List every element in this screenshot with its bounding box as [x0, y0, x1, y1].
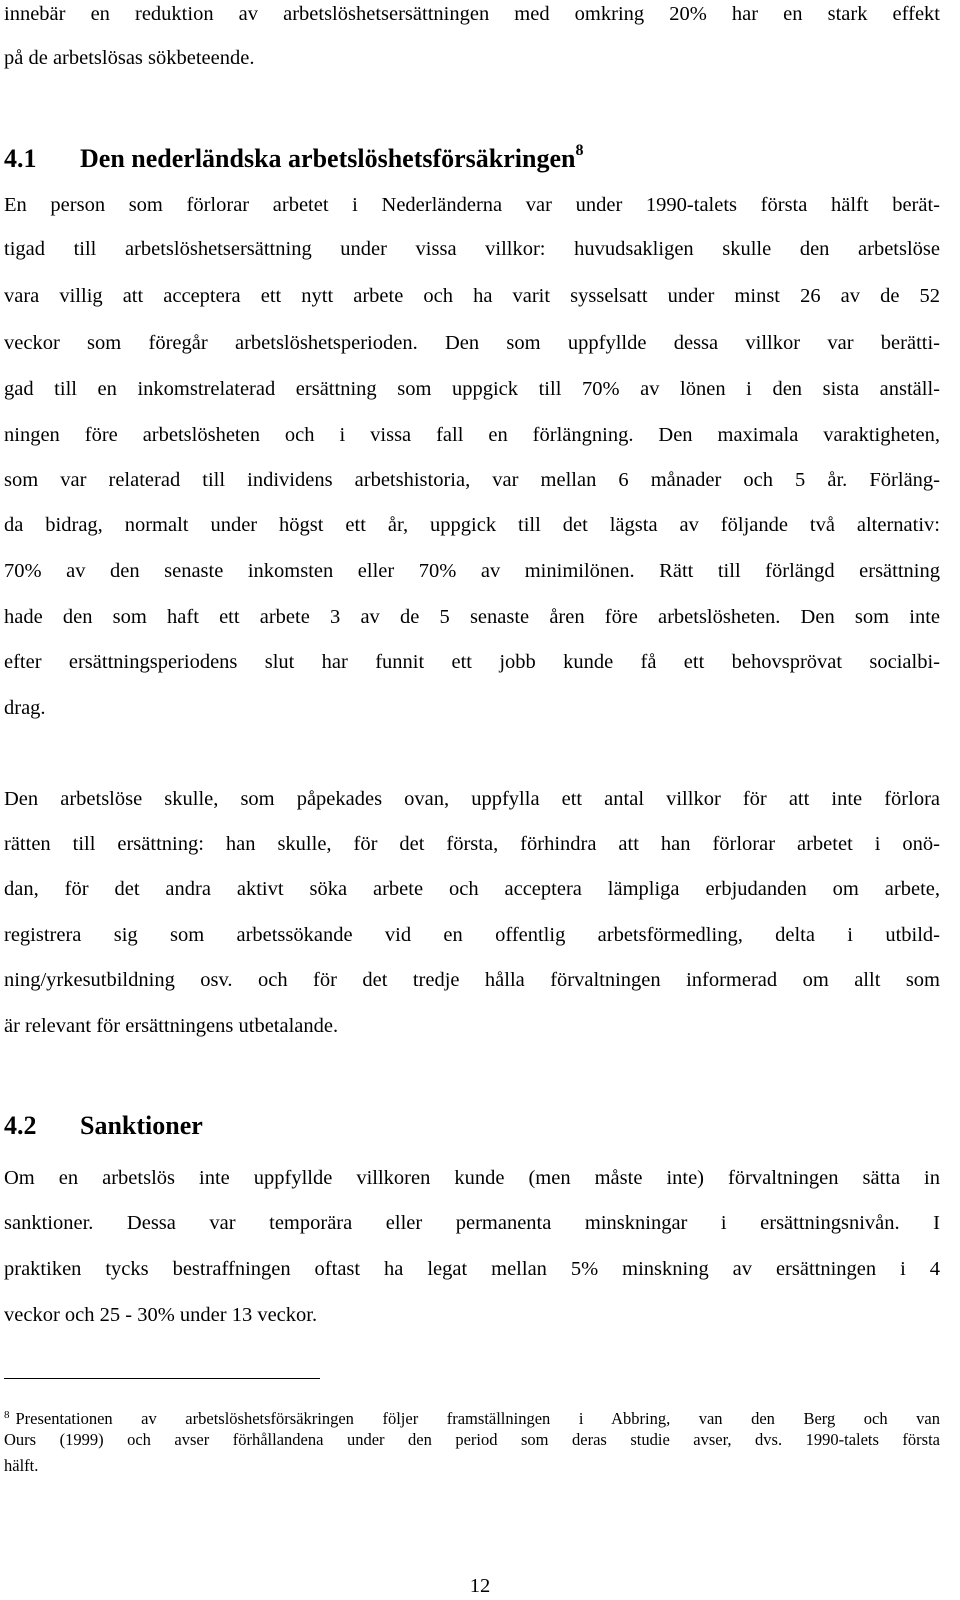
paragraph-line: Den arbetslöse skulle, som påpekades ovan, uppfylla ett antal villkor för att inte förlora	[4, 788, 940, 810]
paragraph-line: da bidrag, normalt under högst ett år, uppgick till det lägsta av följande två alternativ:	[4, 514, 940, 536]
footnote-line: hälft.	[4, 1456, 39, 1475]
footnote-marker: 8	[4, 1409, 10, 1421]
section-heading-4-2	[4, 1111, 203, 1141]
footnote-line: Ours (1999) och avser förhållandena under den period som deras studie avser, dvs. 1990-talets första	[4, 1430, 940, 1449]
paragraph-line: innebär en reduktion av arbetslöshetsersättningen med omkring 20% har en stark effekt	[4, 3, 940, 25]
paragraph-line: hade den som haft ett arbete 3 av de 5 senaste åren före arbetslösheten. Den som inte	[4, 606, 940, 628]
footnote-separator	[4, 1378, 320, 1379]
paragraph-line: praktiken tycks bestraffningen oftast ha legat mellan 5% minskning av ersättningen i 4	[4, 1258, 940, 1280]
paragraph-line: 70% av den senaste inkomsten eller 70% av minimilönen. Rätt till förlängd ersättning	[4, 560, 940, 582]
paragraph-line: är relevant för ersättningens utbetalande.	[4, 1015, 339, 1037]
section-number: 4.1	[4, 144, 37, 173]
paragraph-line: veckor som föregår arbetslöshetsperioden. Den som uppfyllde dessa villkor var berätti-	[4, 332, 940, 354]
paragraph-line: Om en arbetslös inte uppfyllde villkoren kunde (men måste inte) förvaltningen sätta in	[4, 1167, 940, 1189]
paragraph-line: En person som förlorar arbetet i Nederländerna var under 1990-talets första hälft berät-	[4, 194, 940, 216]
paragraph-line: efter ersättningsperiodens slut har funnit ett jobb kunde få ett behovsprövat socialbi-	[4, 651, 940, 673]
paragraph-line: ningen före arbetslösheten och i vissa fall en förlängning. Den maximala varaktigheten,	[4, 424, 940, 446]
footnote-reference: 8	[575, 142, 584, 159]
footnote-line	[4, 1405, 940, 1429]
section-heading-4-1	[4, 136, 583, 174]
paragraph-line: registrera sig som arbetssökande vid en offentlig arbetsförmedling, delta i utbild-	[4, 924, 940, 946]
section-title: Den nederländska arbetslöshetsförsäkringen	[80, 144, 576, 173]
paragraph-line: sanktioner. Dessa var temporära eller permanenta minskningar i ersättningsnivån. I	[4, 1212, 940, 1234]
paragraph-line: som var relaterad till individens arbetshistoria, var mellan 6 månader och 5 år. Förläng-	[4, 469, 940, 491]
footnote-text: Presentationen av arbetslöshetsförsäkringen följer framställningen i Abbring, van den Berg och van	[15, 1409, 940, 1428]
section-title: Sanktioner	[80, 1111, 203, 1140]
section-number: 4.2	[4, 1111, 37, 1140]
paragraph-line: dan, för det andra aktivt söka arbete och acceptera lämpliga erbjudanden om arbete,	[4, 878, 940, 900]
paragraph-line: vara villig att acceptera ett nytt arbete och ha varit sysselsatt under minst 26 av de 52	[4, 285, 940, 307]
paragraph-line: veckor och 25 - 30% under 13 veckor.	[4, 1304, 318, 1326]
paragraph-line: ning/yrkesutbildning osv. och för det tredje hålla förvaltningen informerad om allt som	[4, 969, 940, 991]
paragraph-line: på de arbetslösas sökbeteende.	[4, 47, 255, 69]
paragraph-line: tigad till arbetslöshetsersättning under vissa villkor: huvudsakligen skulle den arbetslöse	[4, 238, 940, 260]
paragraph-line: rätten till ersättning: han skulle, för det första, förhindra att han förlorar arbetet i onö-	[4, 833, 940, 855]
paragraph-line: gad till en inkomstrelaterad ersättning som uppgick till 70% av lönen i den sista anställ-	[4, 378, 940, 400]
paragraph-line: drag.	[4, 697, 46, 719]
page-number: 12	[469, 1575, 491, 1597]
